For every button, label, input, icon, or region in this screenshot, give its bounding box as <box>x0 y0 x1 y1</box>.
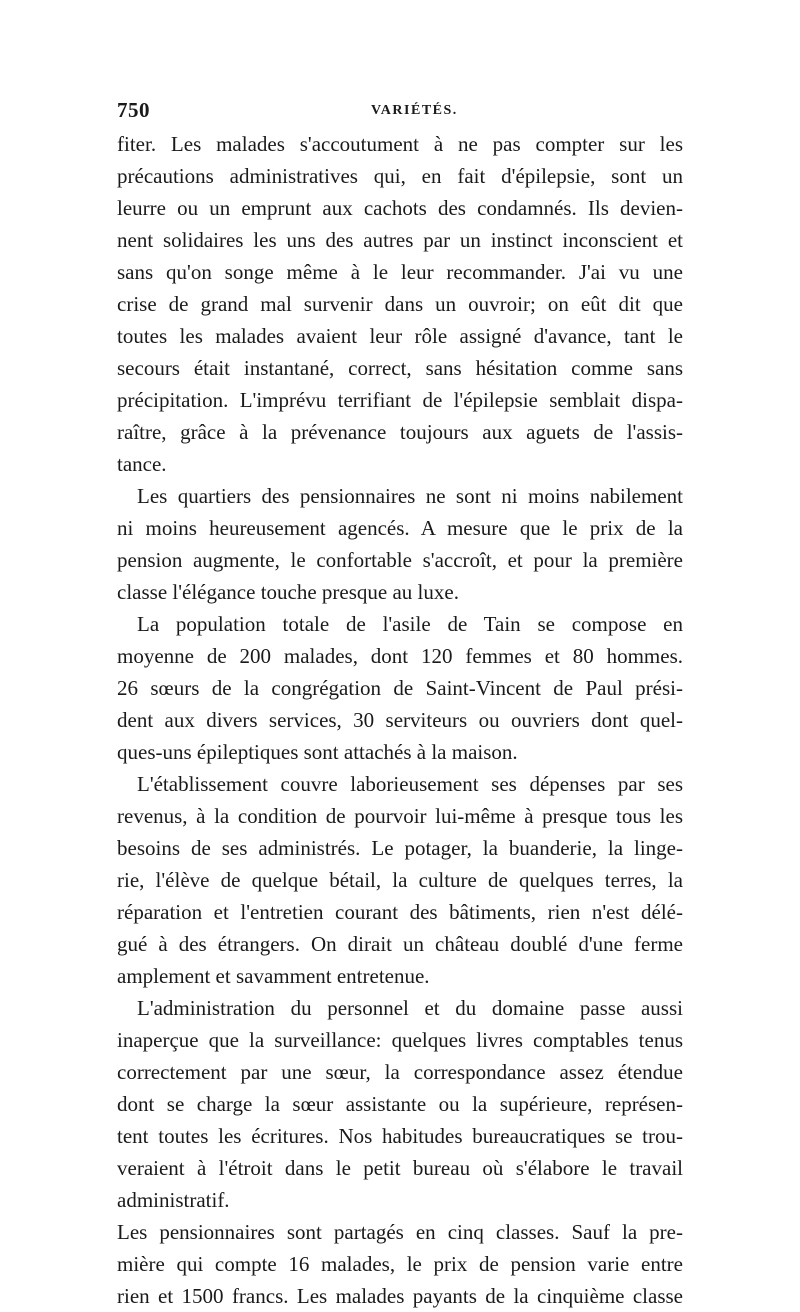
text-line: Les pensionnaires sont partagés en cinq classes. Sauf la pre- <box>117 1220 683 1244</box>
text-line: toutes les malades avaient leur rôle assigné d'avance, tant le <box>117 324 683 348</box>
text-line: L'administration du personnel et du domaine passe aussi <box>137 996 683 1020</box>
text-line: ni moins heureusement agencés. A mesure que le prix de la <box>117 516 683 540</box>
text-line: tance. <box>117 452 167 476</box>
text-line: dent aux divers services, 30 serviteurs ou ouvriers dont quel- <box>117 708 683 732</box>
text-line: La population totale de l'asile de Tain se compose en <box>137 612 683 636</box>
text-line: sans qu'on songe même à le leur recommander. J'ai vu une <box>117 260 683 284</box>
text-line: fiter. Les malades s'accoutument à ne pas compter sur les <box>117 132 683 156</box>
text-line: rie, l'élève de quelque bétail, la culture de quelques terres, la <box>117 868 683 892</box>
text-line: administratif. <box>117 1188 230 1212</box>
text-line: revenus, à la condition de pourvoir lui-même à presque tous les <box>117 804 683 828</box>
text-line: Les quartiers des pensionnaires ne sont ni moins nabilement <box>137 484 683 508</box>
text-line: 26 sœurs de la congrégation de Saint-Vincent de Paul prési- <box>117 676 683 700</box>
text-line: tent toutes les écritures. Nos habitudes bureaucratiques se trou- <box>117 1124 683 1148</box>
text-line: réparation et l'entretien courant des bâtiments, rien n'est délé- <box>117 900 683 924</box>
body-text <box>117 128 683 1312</box>
text-line: L'établissement couvre laborieusement ses dépenses par ses <box>137 772 683 796</box>
text-line: secours était instantané, correct, sans hésitation comme sans <box>117 356 683 380</box>
text-line: moyenne de 200 malades, dont 120 femmes et 80 hommes. <box>117 644 683 668</box>
text-line: besoins de ses administrés. Le potager, la buanderie, la linge- <box>117 836 683 860</box>
text-line: précipitation. L'imprévu terrifiant de l'épilepsie semblait dispa- <box>117 388 683 412</box>
page-number: 750 <box>117 98 150 122</box>
text-line: pension augmente, le confortable s'accroît, et pour la première <box>117 548 683 572</box>
text-line: raître, grâce à la prévenance toujours aux aguets de l'assis- <box>117 420 683 444</box>
running-head <box>117 98 683 126</box>
text-line: dont se charge la sœur assistante ou la supérieure, représen- <box>117 1092 683 1116</box>
text-line: correctement par une sœur, la correspondance assez étendue <box>117 1060 683 1084</box>
text-line: gué à des étrangers. On dirait un château doublé d'une ferme <box>117 932 683 956</box>
text-line: nent solidaires les uns des autres par un instinct inconscient et <box>117 228 683 252</box>
text-line: classe l'élégance touche presque au luxe. <box>117 580 459 604</box>
text-line: veraient à l'étroit dans le petit bureau où s'élabore le travail <box>117 1156 683 1180</box>
text-line: inaperçue que la surveillance: quelques livres comptables tenus <box>117 1028 683 1052</box>
text-line: mière qui compte 16 malades, le prix de pension varie entre <box>117 1252 683 1276</box>
text-line: leurre ou un emprunt aux cachots des condamnés. Ils devien- <box>117 196 683 220</box>
running-title: VARIÉTÉS. <box>371 103 458 118</box>
text-line: ques-uns épileptiques sont attachés à la maison. <box>117 740 518 764</box>
text-line: amplement et savamment entretenue. <box>117 964 430 988</box>
text-line: précautions administratives qui, en fait d'épilepsie, sont un <box>117 164 683 188</box>
text-line: rien et 1500 francs. Les malades payants de la cinquième classe <box>117 1284 683 1308</box>
text-line: crise de grand mal survenir dans un ouvroir; on eût dit que <box>117 292 683 316</box>
